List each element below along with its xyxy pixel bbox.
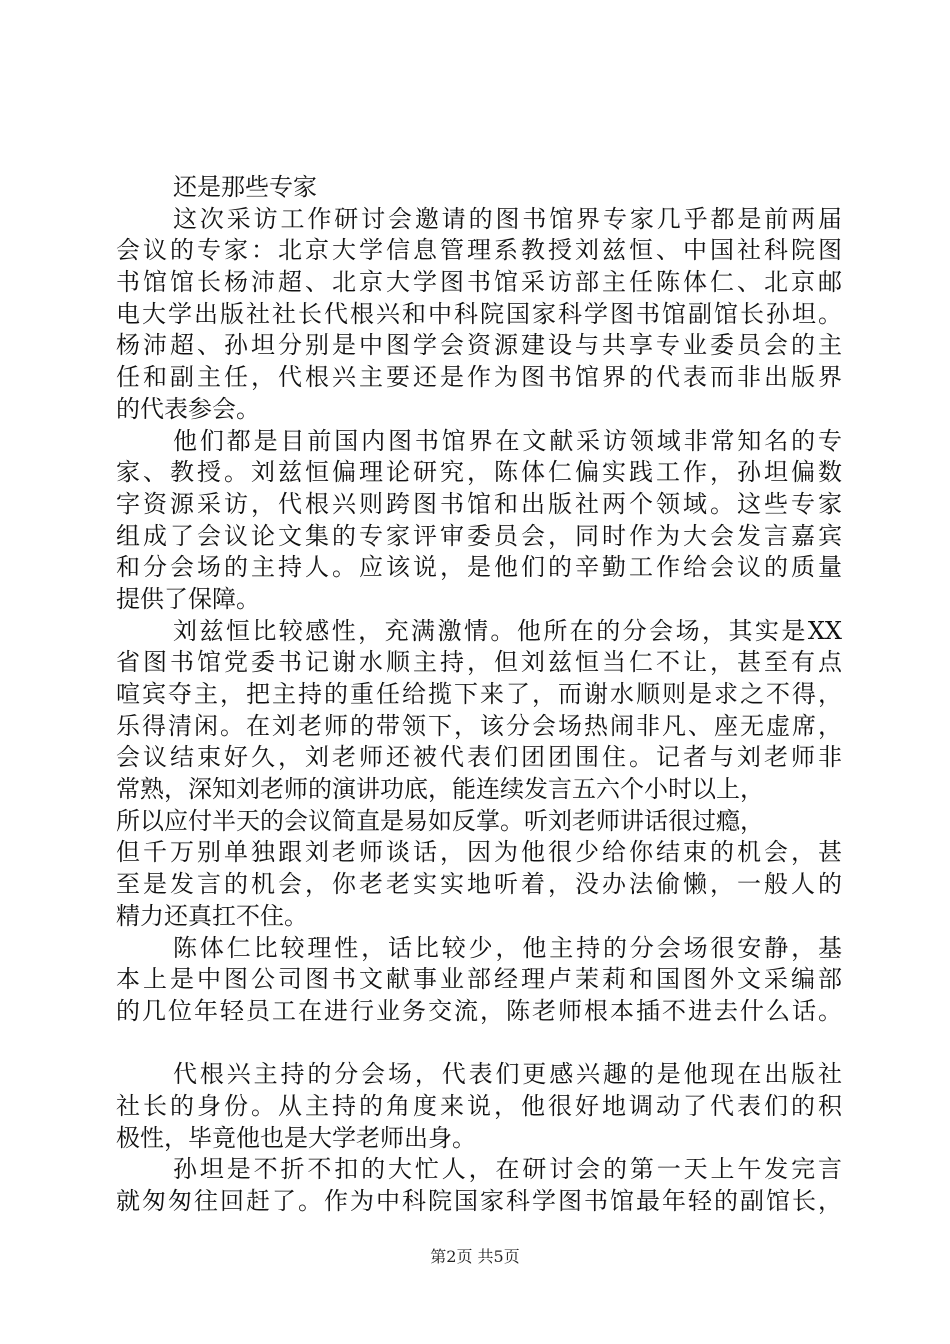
text-line: 乐得清闲。在刘老师的带领下，该分会场热闹非凡、座无虚席，	[116, 711, 842, 740]
section-heading: 还是那些专家	[173, 173, 317, 201]
text-line: 至是发言的机会，你老老实实地听着，没办法偷懒，一般人的	[116, 870, 842, 899]
text-line: 提供了保障。	[116, 584, 260, 613]
text-line: 精力还真扛不住。	[116, 901, 308, 930]
text-line: 书馆馆长杨沛超、北京大学图书馆采访部主任陈体仁、北京邮	[116, 268, 842, 297]
text-line: 电大学出版社社长代根兴和中科院国家科学图书馆副馆长孙坦。	[116, 299, 842, 328]
text-line: 喧宾夺主，把主持的重任给揽下来了，而谢水顺则是求之不得，	[116, 680, 842, 708]
text-line: 组成了会议论文集的专家评审委员会，同时作为大会发言嘉宾	[116, 521, 842, 550]
text-line: 省图书馆党委书记谢水顺主持，但刘兹恒当仁不让，甚至有点	[116, 648, 842, 677]
text-line: 字资源采访，代根兴则跨图书馆和出版社两个领域。这些专家	[116, 489, 842, 518]
text-line: 本上是中图公司图书文献事业部经理卢茉莉和国图外文采编部	[116, 965, 842, 994]
text-line: 这次采访工作研讨会邀请的图书馆界专家几乎都是前两届	[173, 204, 842, 233]
paragraph-spacer	[116, 1028, 842, 1060]
text-line: 的代表参会。	[116, 394, 260, 423]
text-line: 极性，毕竟他也是大学老师出身。	[116, 1123, 476, 1152]
text-line: 和分会场的主持人。应该说，是他们的辛勤工作给会议的质量	[116, 553, 842, 582]
text-line: 常熟，深知刘老师的演讲功底，能连续发言五六个小时以上，	[116, 775, 764, 804]
text-line: 刘兹恒比较感性，充满激情。他所在的分会场，其实是XX	[173, 616, 842, 645]
text-line: 代根兴主持的分会场，代表们更感兴趣的是他现在出版社	[173, 1060, 842, 1089]
text-line: 任和副主任，代根兴主要还是作为图书馆界的代表而非出版界	[116, 363, 842, 392]
text-line: 社长的身份。从主持的角度来说，他很好地调动了代表们的积	[116, 1091, 842, 1120]
text-line: 会议结束好久，刘老师还被代表们团团围住。记者与刘老师非	[116, 743, 842, 772]
page-number-footer: 第2页 共5页	[430, 1247, 520, 1266]
text-line: 他们都是目前国内图书馆界在文献采访领域非常知名的专	[173, 426, 842, 455]
text-line: 就匆匆往回赶了。作为中科院国家科学图书馆最年轻的副馆长，	[116, 1187, 842, 1215]
text-line: 孙坦是不折不扣的大忙人，在研讨会的第一天上午发完言	[173, 1155, 842, 1184]
text-line: 陈体仁比较理性，话比较少，他主持的分会场很安静，基	[173, 933, 842, 962]
text-line: 杨沛超、孙坦分别是中图学会资源建设与共享专业委员会的主	[116, 331, 842, 360]
article-body	[116, 172, 842, 1218]
text-line: 的几位年轻员工在进行业务交流，陈老师根本插不进去什么话。	[116, 996, 842, 1025]
text-line: 但千万别单独跟刘老师谈话，因为他很少给你结束的机会，甚	[116, 838, 842, 867]
text-line: 所以应付半天的会议简直是易如反掌。听刘老师讲话很过瘾，	[116, 806, 764, 835]
text-line: 会议的专家：北京大学信息管理系教授刘兹恒、中国社科院图	[116, 236, 842, 265]
text-line: 家、教授。刘兹恒偏理论研究，陈体仁偏实践工作，孙坦偏数	[116, 458, 842, 487]
